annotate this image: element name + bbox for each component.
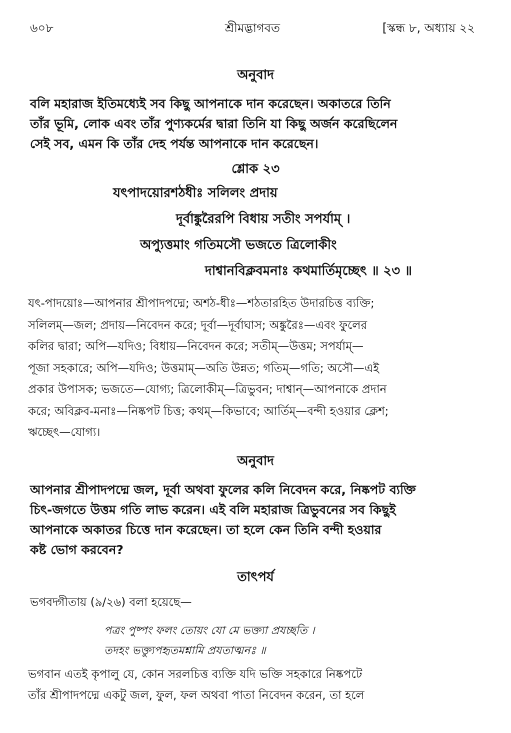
chapter-reference: [স্কন্ধ ৮, অধ্যায় ২২ — [382, 21, 475, 35]
purport-line: ভগবান এতই কৃপালু যে, কোন সরলচিত্ত ব্যক্তি যদি ভক্তি সহকারে নিষ্কপটে — [28, 667, 363, 681]
verse-line: অপ্যুত্তমাং গতিমসৌ ভজতে ত্রিলোকীং — [140, 238, 337, 253]
page-header — [30, 20, 475, 38]
translation-line: বলি মহারাজ ইতিমধ্যেই সব কিছু আপনাকে দান করেছেন। অকাতরে তিনি — [30, 96, 391, 111]
verse-heading: শ্লোক ২৩ — [231, 162, 280, 177]
purport-heading: তাৎপর্য — [237, 570, 274, 585]
translation-heading: অনুবাদ — [237, 454, 274, 469]
purport-line: তাঁর শ্রীপাদপদ্মে একটু জল, ফুল, ফল অথবা পাতা নিবেদন করেন, তা হলে — [28, 688, 365, 702]
translation-paragraph — [30, 94, 480, 154]
translation-heading: অনুবাদ — [237, 68, 274, 83]
purport-paragraph — [28, 664, 480, 706]
synonym-line: করে; অবিক্লব-মনাঃ—নিষ্কপট চিত্ত; কথম্—কিভাবে; আর্তিম্—বন্দী হওয়ার ক্লেশ; — [28, 403, 389, 418]
verse-line: দাশ্বানবিক্লবমনাঃ কথমার্তিমৃচ্ছেৎ ॥ ২৩ ॥ — [205, 264, 412, 279]
translation-line: কষ্ট ভোগ করবেন? — [30, 542, 124, 557]
gita-quote-line: তদহং ভক্ত্যুপহৃতমশ্নামি প্রযতাত্মনঃ ॥ — [104, 644, 266, 657]
gita-quote-line: পত্রং পুষ্পং ফলং তোয়ং যো মে ভক্ত্যা প্রযচ্ছতি । — [104, 624, 315, 637]
translation-line: আপনার শ্রীপাদপদ্মে জল, দূর্বা অথবা ফুলের কলি নিবেদন করে, নিষ্কপট ব্যক্তি — [30, 482, 416, 497]
synonym-line: ঋচ্ছেৎ—যোগ্য। — [28, 425, 101, 439]
purport-intro: ভগবদ্গীতায় (৯/২৬) বলা হয়েছে— — [30, 595, 192, 609]
translation-line: তাঁর ভূমি, লোক এবং তাঁর পুণ্যকর্মের দ্বারা তিনি যা কিছু অর্জন করেছিলেন — [30, 116, 398, 131]
translation-paragraph — [30, 480, 480, 560]
verse-line: যৎপাদয়োরশঠধীঃ সলিলং প্রদায় — [113, 186, 278, 201]
synonym-line: যৎ-পাদয়োঃ—আপনার শ্রীপাদপদ্মে; অশঠ-ধীঃ—শঠতারহিত উদারচিত্ত ব্যক্তি; — [28, 296, 375, 310]
synonym-line: প্রকার উপাসক; ভজতে—যোগ্য; ত্রিলোকীম্—ত্রিভুবন; দাশ্বান্—আপনাকে প্রদান — [28, 382, 387, 396]
book-title: শ্রীমদ্ভাগবত — [224, 21, 280, 35]
synonyms-block — [28, 293, 482, 444]
translation-line: সেই সব, এমন কি তাঁর দেহ পর্যন্ত আপনাকে দান করেছেন। — [30, 136, 319, 151]
synonym-line: সলিলম্—জল; প্রদায়—নিবেদন করে; দূর্বা—দূর্বাঘাস; অঙ্কুরৈঃ—এবং ফুলের — [28, 317, 368, 332]
synonym-line: কলির দ্বারা; অপি—যদিও; বিধায়—নিবেদন করে; সতীম্—উত্তম; সপর্যাম্— — [28, 339, 364, 353]
verse-line: দূর্বাঙ্কুরৈরপি বিধায় সতীং সপর্যাম্ । — [176, 212, 351, 227]
page-number: ৬০৮ — [30, 21, 54, 35]
translation-line: চিৎ-জগতে উত্তম গতি লাভ করেন। এই বলি মহারাজ ত্রিভুবনের সব কিছুই — [30, 502, 396, 517]
translation-line: আপনাকে অকাতর চিত্তে দান করেছেন। তা হলে কেন তিনি বন্দী হওয়ার — [30, 522, 382, 537]
synonym-line: পূজা সহকারে; অপি—যদিও; উত্তমাম্—অতি উন্নত; গতিম্—গতি; অসৌ—এই — [28, 360, 380, 375]
